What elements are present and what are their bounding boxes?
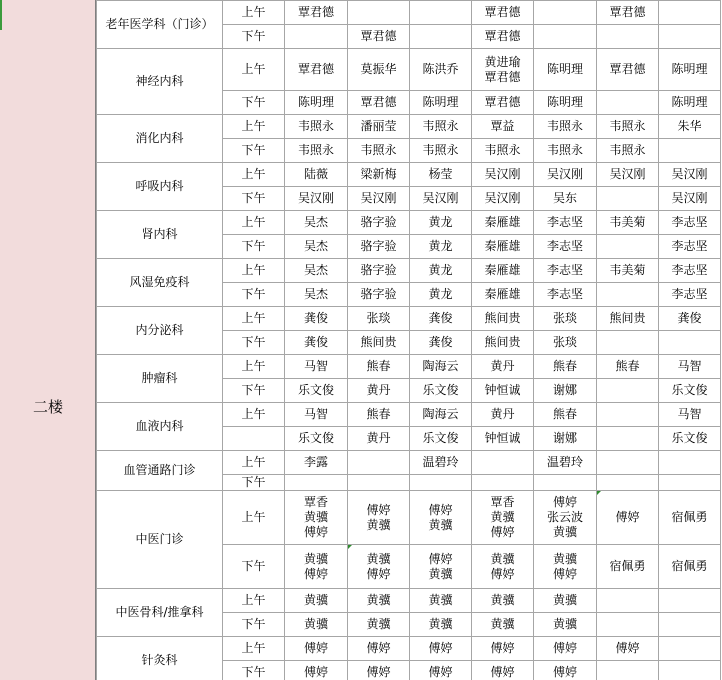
period-cell: 下午 <box>223 545 285 589</box>
period-cell: 下午 <box>223 235 285 259</box>
doctor-cell <box>659 1 721 25</box>
doctor-cell: 黄龙 <box>410 283 472 307</box>
period-cell: 下午 <box>223 475 285 491</box>
doctor-cell: 谢娜 <box>534 379 597 403</box>
doctor-cell: 黄骥 傅婷 <box>285 545 348 589</box>
doctor-cell: 黄骥 <box>472 589 534 613</box>
doctor-cell: 马智 <box>285 355 348 379</box>
doctor-cell: 秦雁雄 <box>472 259 534 283</box>
doctor-cell <box>410 25 472 49</box>
department-cell: 血液内科 <box>97 403 223 451</box>
period-cell: 下午 <box>223 187 285 211</box>
doctor-cell: 韦美菊 <box>597 211 659 235</box>
period-cell: 上午 <box>223 49 285 91</box>
doctor-cell: 马智 <box>659 403 721 427</box>
doctor-cell: 熊春 <box>534 355 597 379</box>
doctor-cell: 黄丹 <box>472 355 534 379</box>
period-cell: 下午 <box>223 139 285 163</box>
department-cell: 中医骨科/推拿科 <box>97 589 223 637</box>
period-cell: 上午 <box>223 115 285 139</box>
doctor-cell: 傅婷 <box>348 661 410 680</box>
period-cell: 上午 <box>223 451 285 475</box>
doctor-cell: 李志坚 <box>534 235 597 259</box>
period-cell: 上午 <box>223 355 285 379</box>
doctor-cell: 钟恒诚 <box>472 379 534 403</box>
doctor-cell: 黄骥 <box>472 613 534 637</box>
doctor-cell: 李志坚 <box>659 211 721 235</box>
doctor-cell: 熊间贵 <box>348 331 410 355</box>
doctor-cell: 陆薇 <box>285 163 348 187</box>
table-row <box>97 115 721 139</box>
doctor-cell <box>534 475 597 491</box>
doctor-cell: 乐文俊 <box>285 427 348 451</box>
doctor-cell <box>472 451 534 475</box>
department-cell: 呼吸内科 <box>97 163 223 211</box>
doctor-cell: 龚俊 <box>285 331 348 355</box>
doctor-cell: 马智 <box>285 403 348 427</box>
doctor-cell: 陈明理 <box>534 49 597 91</box>
doctor-cell <box>597 427 659 451</box>
floor-label: 二楼 <box>32 398 63 416</box>
doctor-cell: 傅婷 黄骥 <box>410 491 472 545</box>
doctor-cell: 骆字验 <box>348 211 410 235</box>
doctor-cell: 傅婷 <box>597 491 659 545</box>
doctor-cell: 梁新梅 <box>348 163 410 187</box>
department-cell: 内分泌科 <box>97 307 223 355</box>
doctor-cell <box>659 589 721 613</box>
doctor-cell <box>410 1 472 25</box>
doctor-cell: 陈明理 <box>659 49 721 91</box>
doctor-cell: 傅婷 <box>534 661 597 680</box>
doctor-cell <box>348 475 410 491</box>
doctor-cell: 熊间贵 <box>597 307 659 331</box>
doctor-cell <box>597 613 659 637</box>
period-cell: 上午 <box>223 491 285 545</box>
doctor-cell: 黄丹 <box>472 403 534 427</box>
doctor-cell: 温碧玲 <box>534 451 597 475</box>
doctor-cell: 熊间贵 <box>472 307 534 331</box>
department-cell: 老年医学科（门诊） <box>97 1 223 49</box>
department-cell: 肿瘤科 <box>97 355 223 403</box>
doctor-cell: 覃君德 <box>285 49 348 91</box>
department-cell: 肾内科 <box>97 211 223 259</box>
doctor-cell: 宿佩勇 <box>659 545 721 589</box>
table-row <box>97 589 721 613</box>
doctor-cell: 骆字验 <box>348 259 410 283</box>
doctor-cell: 乐文俊 <box>410 379 472 403</box>
doctor-cell: 黄骥 傅婷 <box>534 545 597 589</box>
doctor-cell: 黄龙 <box>410 235 472 259</box>
doctor-cell: 吴汉刚 <box>597 163 659 187</box>
doctor-cell: 傅婷 <box>472 637 534 661</box>
period-cell: 上午 <box>223 307 285 331</box>
table-row <box>97 307 721 331</box>
doctor-cell: 李志坚 <box>659 235 721 259</box>
doctor-cell: 黄骥 傅婷 <box>472 545 534 589</box>
floor-cell <box>0 0 96 680</box>
table-row <box>97 259 721 283</box>
doctor-cell: 覃香 黄骥 傅婷 <box>285 491 348 545</box>
doctor-cell: 朱华 <box>659 115 721 139</box>
doctor-cell <box>659 661 721 680</box>
doctor-cell <box>410 475 472 491</box>
doctor-cell: 傅婷 <box>410 661 472 680</box>
doctor-cell: 黄进瑜 覃君德 <box>472 49 534 91</box>
doctor-cell: 韦照永 <box>597 115 659 139</box>
period-cell <box>223 427 285 451</box>
doctor-cell: 黄骥 <box>285 589 348 613</box>
doctor-cell: 熊春 <box>348 355 410 379</box>
period-cell: 上午 <box>223 259 285 283</box>
doctor-cell: 傅婷 黄骥 <box>348 491 410 545</box>
doctor-cell: 熊春 <box>534 403 597 427</box>
doctor-cell: 吴汉刚 <box>472 187 534 211</box>
doctor-cell: 龚俊 <box>410 331 472 355</box>
department-cell: 风湿免疫科 <box>97 259 223 307</box>
doctor-cell: 覃君德 <box>285 1 348 25</box>
doctor-cell: 韦照永 <box>534 139 597 163</box>
cell-marker <box>0 0 2 30</box>
doctor-cell <box>597 475 659 491</box>
doctor-cell <box>597 91 659 115</box>
doctor-cell: 李志坚 <box>534 211 597 235</box>
doctor-cell <box>348 451 410 475</box>
doctor-cell: 熊春 <box>348 403 410 427</box>
doctor-cell: 陶海云 <box>410 403 472 427</box>
doctor-cell: 乐文俊 <box>659 427 721 451</box>
table-row <box>97 403 721 427</box>
doctor-cell: 骆字验 <box>348 235 410 259</box>
doctor-cell: 宿佩勇 <box>597 545 659 589</box>
department-cell: 神经内科 <box>97 49 223 115</box>
period-cell: 上午 <box>223 403 285 427</box>
doctor-cell <box>597 451 659 475</box>
doctor-cell: 覃君德 <box>348 91 410 115</box>
department-cell: 血管通路门诊 <box>97 451 223 491</box>
doctor-cell: 黄丹 <box>348 427 410 451</box>
doctor-cell: 吴杰 <box>285 235 348 259</box>
doctor-cell <box>285 25 348 49</box>
doctor-cell <box>597 283 659 307</box>
doctor-cell: 吴汉刚 <box>285 187 348 211</box>
doctor-cell <box>597 403 659 427</box>
doctor-cell: 宿佩勇 <box>659 491 721 545</box>
doctor-cell: 傅婷 张云波 黄骥 <box>534 491 597 545</box>
doctor-cell: 黄骥 <box>410 589 472 613</box>
doctor-cell: 覃香 黄骥 傅婷 <box>472 491 534 545</box>
period-cell: 下午 <box>223 331 285 355</box>
doctor-cell: 熊间贵 <box>472 331 534 355</box>
doctor-cell: 韦照永 <box>597 139 659 163</box>
doctor-cell: 熊春 <box>597 355 659 379</box>
doctor-cell: 黄骥 <box>534 613 597 637</box>
doctor-cell: 黄龙 <box>410 259 472 283</box>
doctor-cell: 吴汉刚 <box>659 163 721 187</box>
doctor-cell: 吴汉刚 <box>348 187 410 211</box>
department-cell: 中医门诊 <box>97 491 223 589</box>
doctor-cell: 覃君德 <box>597 49 659 91</box>
doctor-cell: 覃君德 <box>472 25 534 49</box>
doctor-cell: 韦照永 <box>285 139 348 163</box>
doctor-cell <box>659 451 721 475</box>
doctor-cell <box>472 475 534 491</box>
doctor-cell: 韦照永 <box>410 115 472 139</box>
doctor-cell: 李志坚 <box>534 259 597 283</box>
table-row <box>97 211 721 235</box>
table-row <box>97 355 721 379</box>
doctor-cell: 吴汉刚 <box>410 187 472 211</box>
doctor-cell: 乐文俊 <box>659 379 721 403</box>
doctor-cell: 李志坚 <box>534 283 597 307</box>
doctor-cell: 钟恒诚 <box>472 427 534 451</box>
doctor-cell: 黄骥 <box>410 613 472 637</box>
doctor-cell <box>534 1 597 25</box>
doctor-cell: 谢娜 <box>534 427 597 451</box>
doctor-cell: 覃君德 <box>597 1 659 25</box>
doctor-cell: 黄骥 <box>285 613 348 637</box>
doctor-cell: 傅婷 <box>534 637 597 661</box>
doctor-cell: 吴汉刚 <box>659 187 721 211</box>
doctor-cell: 陈明理 <box>285 91 348 115</box>
doctor-cell <box>534 25 597 49</box>
period-cell: 上午 <box>223 1 285 25</box>
doctor-cell <box>597 379 659 403</box>
doctor-cell: 乐文俊 <box>410 427 472 451</box>
doctor-cell: 韦照永 <box>472 139 534 163</box>
doctor-cell: 张琰 <box>348 307 410 331</box>
doctor-cell: 陈洪乔 <box>410 49 472 91</box>
period-cell: 下午 <box>223 283 285 307</box>
table-row <box>97 163 721 187</box>
doctor-cell: 龚俊 <box>410 307 472 331</box>
doctor-cell: 黄骥 <box>534 589 597 613</box>
doctor-cell: 傅婷 <box>348 637 410 661</box>
doctor-cell: 吴杰 <box>285 283 348 307</box>
doctor-cell: 黄丹 <box>348 379 410 403</box>
doctor-cell <box>659 613 721 637</box>
doctor-cell: 陈明理 <box>534 91 597 115</box>
doctor-cell: 傅婷 <box>597 637 659 661</box>
doctor-cell <box>597 331 659 355</box>
doctor-cell <box>348 1 410 25</box>
doctor-cell: 黄骥 傅婷 <box>348 545 410 589</box>
doctor-cell <box>659 331 721 355</box>
doctor-cell: 秦雁雄 <box>472 235 534 259</box>
table-row <box>97 1 721 25</box>
doctor-cell: 覃君德 <box>472 1 534 25</box>
doctor-cell: 李露 <box>285 451 348 475</box>
doctor-cell: 吴东 <box>534 187 597 211</box>
doctor-cell: 陈明理 <box>410 91 472 115</box>
doctor-cell: 韦照永 <box>410 139 472 163</box>
doctor-cell: 黄骥 <box>348 613 410 637</box>
period-cell: 上午 <box>223 163 285 187</box>
doctor-cell: 傅婷 <box>472 661 534 680</box>
doctor-cell <box>597 661 659 680</box>
doctor-cell: 李志坚 <box>659 259 721 283</box>
doctor-cell: 马智 <box>659 355 721 379</box>
period-cell: 下午 <box>223 91 285 115</box>
department-cell: 针灸科 <box>97 637 223 680</box>
doctor-cell: 潘丽莹 <box>348 115 410 139</box>
doctor-cell: 韦照永 <box>348 139 410 163</box>
doctor-cell: 吴汉刚 <box>534 163 597 187</box>
doctor-cell <box>659 25 721 49</box>
doctor-cell: 吴杰 <box>285 259 348 283</box>
doctor-cell: 韦照永 <box>534 115 597 139</box>
period-cell: 上午 <box>223 589 285 613</box>
doctor-cell: 乐文俊 <box>285 379 348 403</box>
doctor-cell: 吴汉刚 <box>472 163 534 187</box>
doctor-cell: 吴杰 <box>285 211 348 235</box>
period-cell: 下午 <box>223 661 285 680</box>
doctor-cell: 秦雁雄 <box>472 283 534 307</box>
doctor-cell: 傅婷 <box>285 661 348 680</box>
doctor-cell: 韦照永 <box>285 115 348 139</box>
period-cell: 下午 <box>223 379 285 403</box>
doctor-cell: 覃君德 <box>472 91 534 115</box>
doctor-cell <box>285 475 348 491</box>
doctor-cell <box>659 475 721 491</box>
table-row <box>97 49 721 91</box>
period-cell: 上午 <box>223 637 285 661</box>
doctor-cell <box>659 637 721 661</box>
doctor-cell <box>597 589 659 613</box>
doctor-cell: 傅婷 黄骥 <box>410 545 472 589</box>
doctor-cell: 黄骥 <box>348 589 410 613</box>
doctor-cell: 龚俊 <box>659 307 721 331</box>
doctor-cell: 骆字验 <box>348 283 410 307</box>
doctor-cell: 陈明理 <box>659 91 721 115</box>
doctor-cell: 覃益 <box>472 115 534 139</box>
doctor-cell: 覃君德 <box>348 25 410 49</box>
department-cell: 消化内科 <box>97 115 223 163</box>
doctor-cell: 李志坚 <box>659 283 721 307</box>
doctor-cell: 杨莹 <box>410 163 472 187</box>
doctor-cell: 陶海云 <box>410 355 472 379</box>
doctor-cell <box>659 139 721 163</box>
table-row <box>97 451 721 475</box>
doctor-cell: 韦美菊 <box>597 259 659 283</box>
period-cell: 下午 <box>223 25 285 49</box>
doctor-cell: 黄龙 <box>410 211 472 235</box>
doctor-cell: 傅婷 <box>285 637 348 661</box>
doctor-cell <box>597 187 659 211</box>
schedule-table <box>96 0 721 680</box>
doctor-cell: 龚俊 <box>285 307 348 331</box>
doctor-cell: 傅婷 <box>410 637 472 661</box>
period-cell: 下午 <box>223 613 285 637</box>
table-row <box>97 491 721 545</box>
doctor-cell: 张琰 <box>534 331 597 355</box>
doctor-cell: 秦雁雄 <box>472 211 534 235</box>
doctor-cell <box>597 235 659 259</box>
table-row <box>97 637 721 661</box>
doctor-cell <box>597 25 659 49</box>
period-cell: 上午 <box>223 211 285 235</box>
doctor-cell: 温碧玲 <box>410 451 472 475</box>
doctor-cell: 莫振华 <box>348 49 410 91</box>
doctor-cell: 张琰 <box>534 307 597 331</box>
